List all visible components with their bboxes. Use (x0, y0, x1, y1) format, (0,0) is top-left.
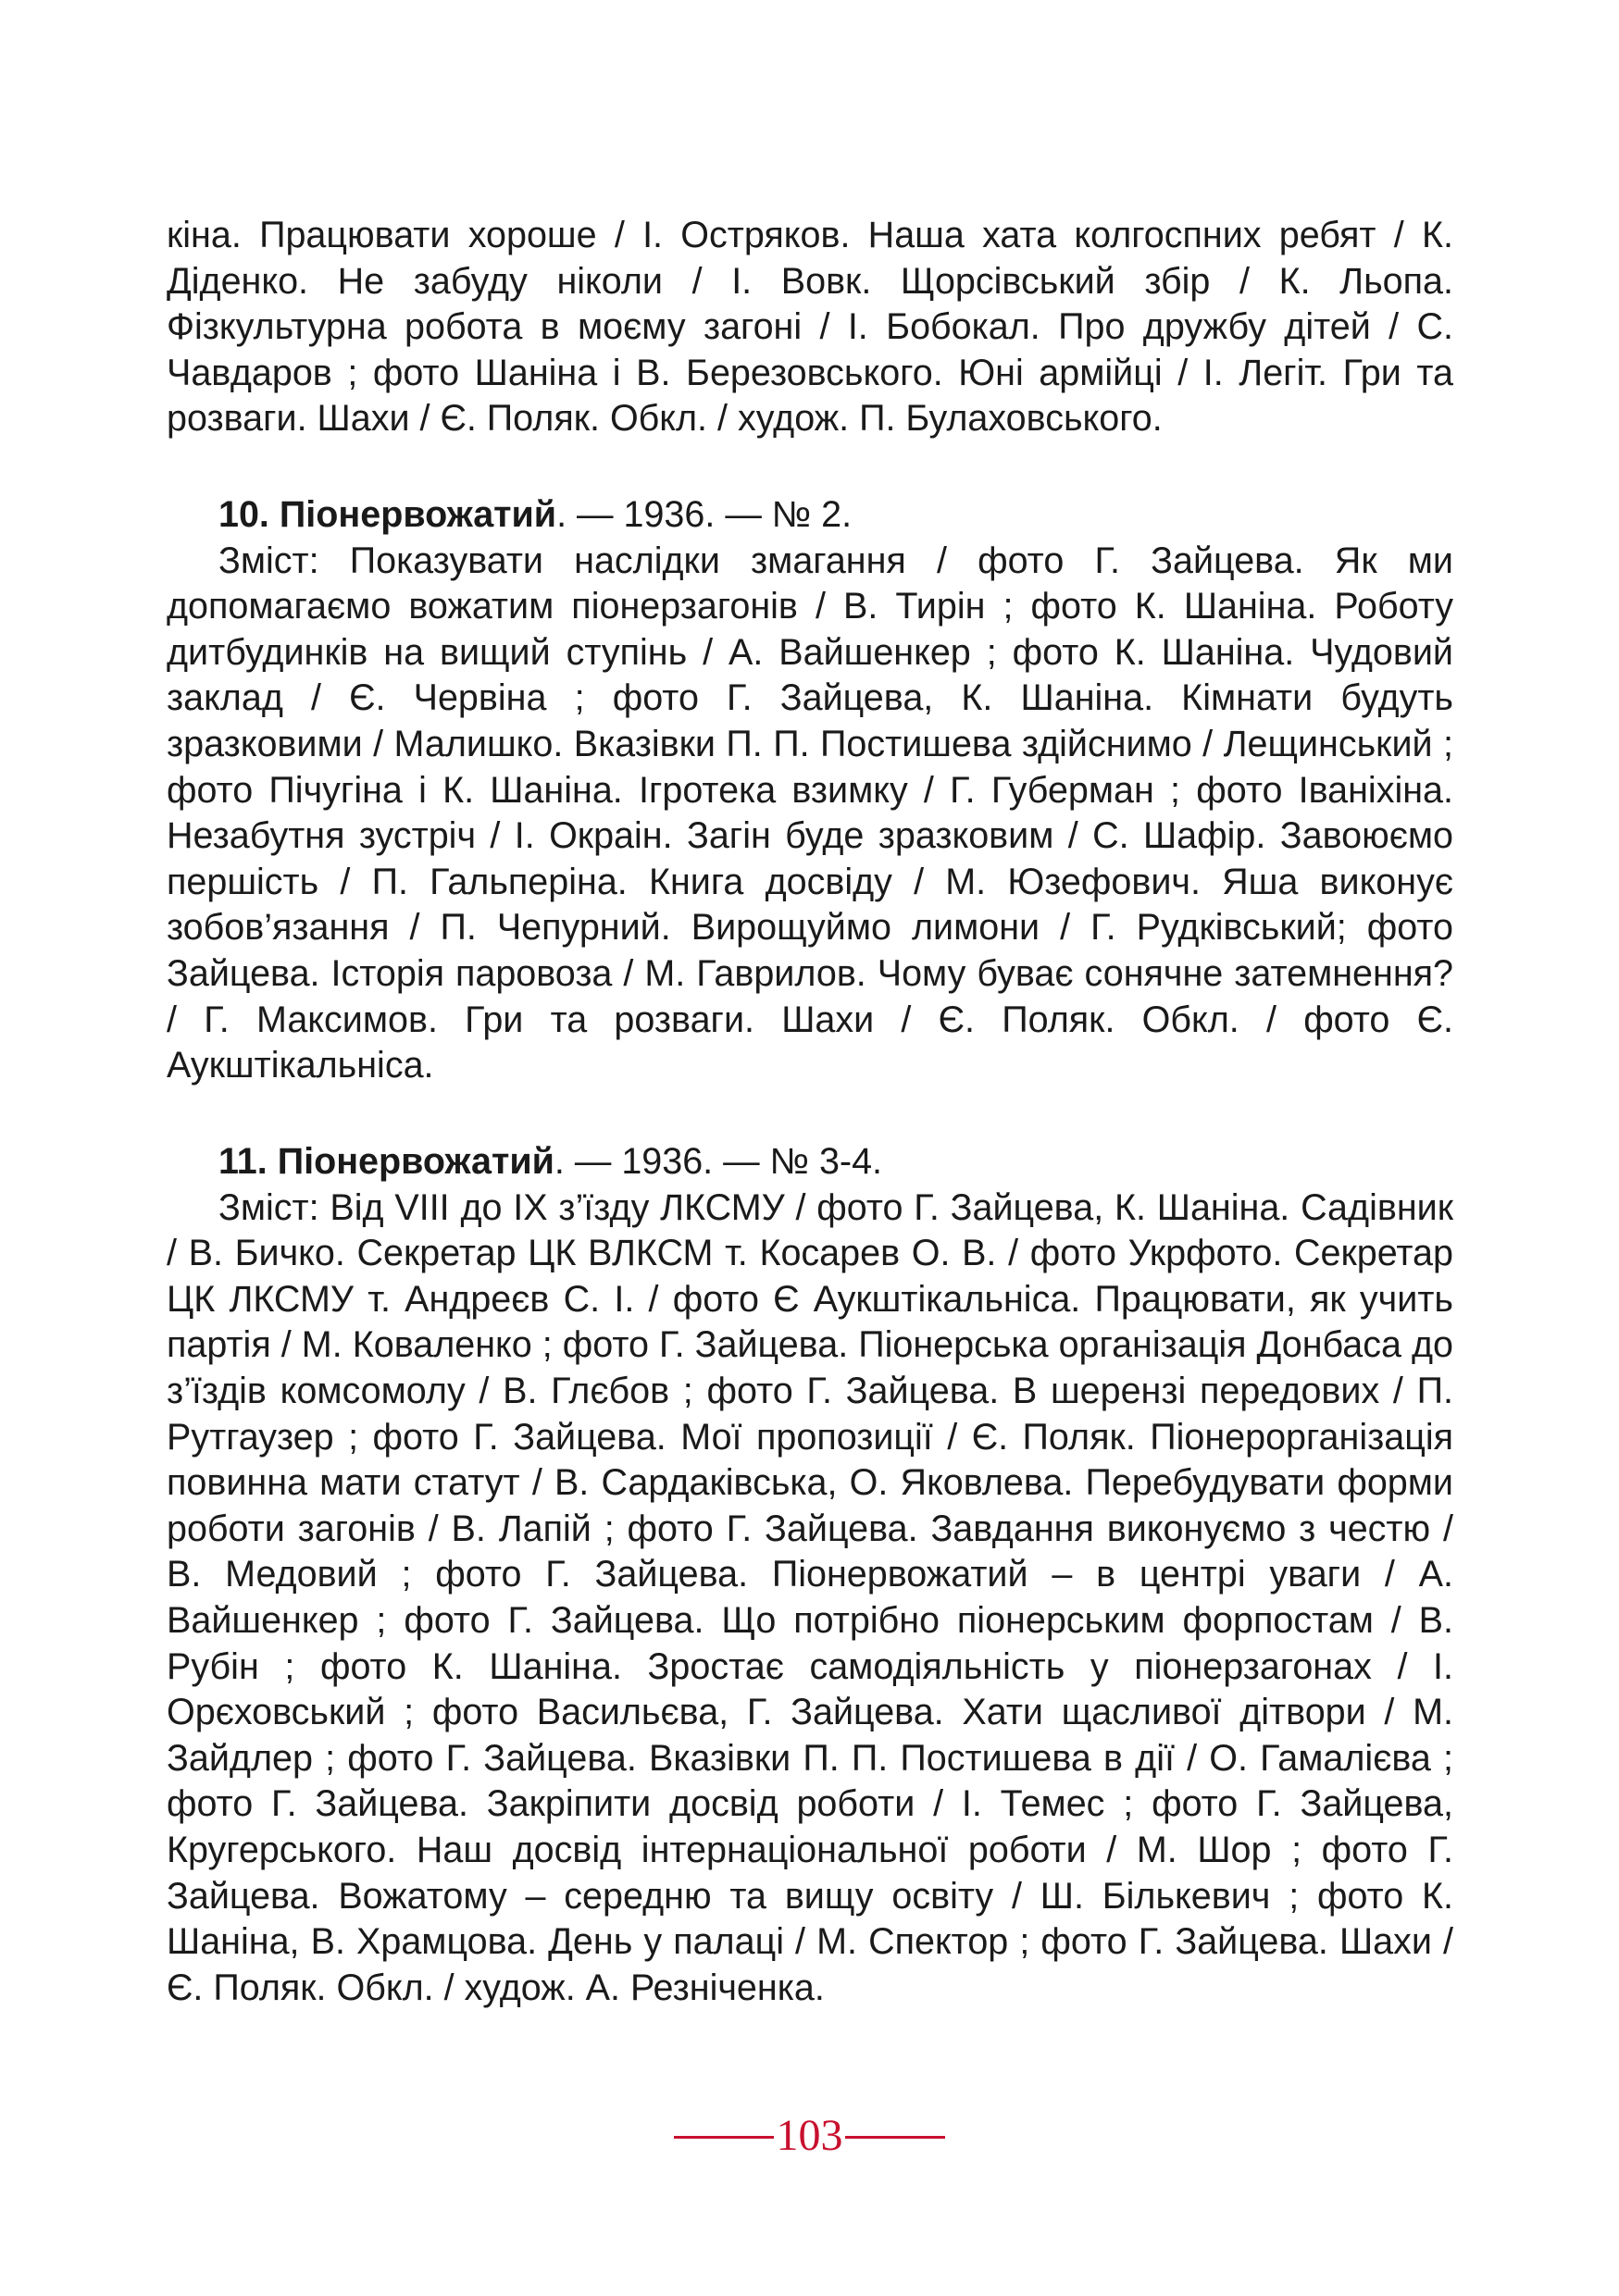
page-footer (0, 2110, 1619, 2166)
entry-contents: Зміст: Показувати наслідки змагання / фото Г. Зайцева. Як ми допомагаємо вожатим піонерзагонів / В. Тирін ; фото К. Шаніна. Роботу дитбудинків на вищий ступінь / А. Вайшенкер ; фото К. Шаніна. Чудовий заклад / Є. Червіна ; фото Г. Зайцева, К. Шаніна. Кімнати будуть зразковими / Малишко. Вказівки П. П. Постишева здійснимо / Лещинський ; фото Пічугіна і К. Шаніна. Ігротека взимку / Г. Губерман ; фото Іваніхіна. Незабутня зустріч / І. Окраін. Загін буде зразковим / С. Шафір. Завоюємо першість / П. Гальперіна. Книга досвіду / М. Юзефович. Яша виконує зобов’язання / П. Чепурний. Вирощуймо лимони / Г. Рудківський; фото Зайцева. Історія паровоза / М. Гаврилов. Чому буває сонячне затемнення? / Г. Максимов. Гри та розваги. Шахи / Є. Поляк. Обкл. / фото Є. Аукштікальніса. (167, 540, 1453, 1086)
entry-title: 11. Піонервожатий (218, 1141, 554, 1182)
entry-heading (167, 492, 1453, 539)
footer-rule-left (674, 2136, 774, 2139)
entry-contents: Зміст: Від VIII до IX з’їзду ЛКСМУ / фото Г. Зайцева, К. Шаніна. Садівник / В. Бичко. Секретар ЦК ВЛКСМ т. Косарев О. В. / фото Укрфото. Секретар ЦК ЛКСМУ т. Андреєв С. І. / фото Є Аукштікальніса. Працювати, як учить партія / М. Коваленко ; фото Г. Зайцева. Піонерська організація Донбаса до з’їздів комсомолу / В. Глєбов ; фото Г. Зайцева. В шерензі передових / П. Рутгаузер ; фото Г. Зайцева. Мої пропозиції / Є. Поляк. Піонерорганізація повинна мати статут / В. Сардаківська, О. Яковлева. Перебудувати форми роботи загонів / В. Лапій ; фото Г. Зайцева. Завдання виконуємо з честю / В. Медовий ; фото Г. Зайцева. Піонервожатий – в центрі уваги / А. Вайшенкер ; фото Г. Зайцева. Що потрібно піонерським форпостам / В. Рубін ; фото К. Шаніна. Зростає самодіяльність у піонерзагонах / І. Орєховський ; фото Васильєва, Г. Зайцева. Хати щасливої дітвори / М. Зайдлер ; фото Г. Зайцева. Вказівки П. П. Постишева в дії / О. Гамалієва ; фото Г. Зайцева. Закріпити досвід роботи / І. Темес ; фото Г. Зайцева, Кругерського. Наш досвід інтернаціональної роботи / М. Шор ; фото Г. Зайцева. Вожатому – середню та вищу освіту / Ш. Бількевич ; фото К. Шаніна, В. Храмцова. День у палаці / М. Спектор ; фото Г. Зайцева. Шахи / Є. Поляк. Обкл. / худож. А. Резніченка. (167, 1186, 1453, 2008)
bibliography-entry (167, 492, 1453, 1089)
continuation-paragraph: кіна. Працювати хороше / І. Остряков. Наша хата колгоспних ребят / К. Діденко. Не забуду ніколи / І. Вовк. Щорсівський збір / К. Льопа. Фізкультурна робота в моєму загоні / І. Бобокал. Про дружбу дітей / С. Чавдаров ; фото Шаніна і В. Березовського. Юні армійці / І. Легіт. Гри та розваги. Шахи / Є. Поляк. Обкл. / худож. П. Булаховського. (167, 215, 1453, 440)
entry-meta: . — 1936. — № 3-4. (554, 1141, 883, 1182)
page-number: 103 (776, 2111, 843, 2160)
entry-heading (167, 1139, 1453, 1185)
entry-title: 10. Піонервожатий (218, 494, 557, 535)
bibliography-entry (167, 1139, 1453, 2011)
footer-rule-right (845, 2136, 945, 2139)
entry-meta: . — 1936. — № 2. (556, 494, 853, 535)
